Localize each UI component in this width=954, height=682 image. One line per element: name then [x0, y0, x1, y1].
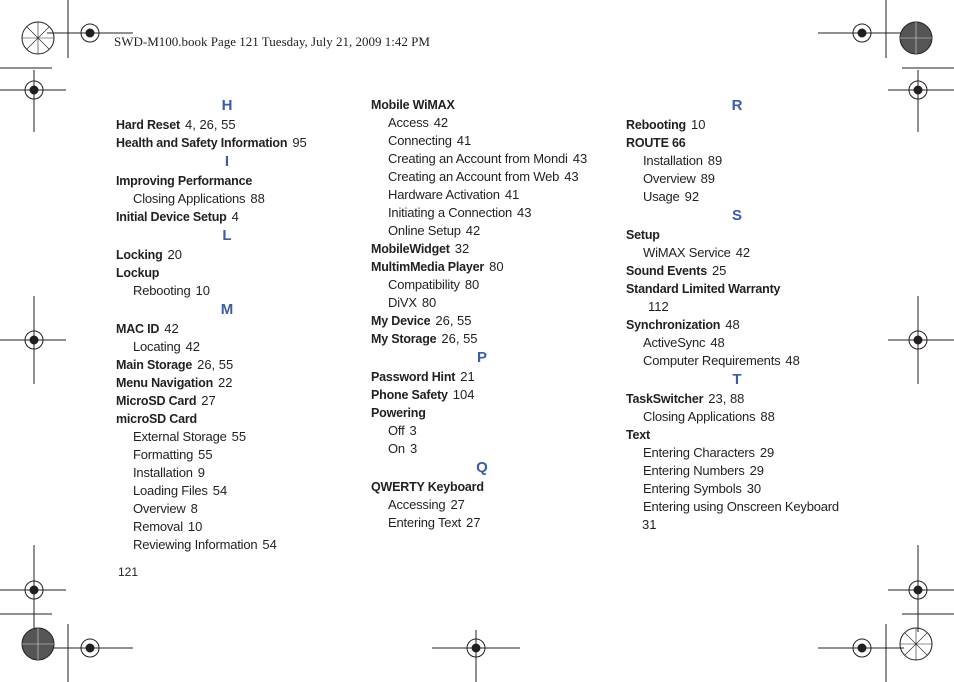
index-term: TaskSwitcher [626, 392, 704, 406]
index-subentry [371, 294, 616, 312]
index-page-refs: 48 [785, 353, 800, 368]
index-term: Installation [643, 153, 703, 168]
index-term: Creating an Account from Web [388, 169, 560, 184]
index-page-refs: 8 [190, 501, 198, 516]
index-term: Access [388, 115, 429, 130]
index-subentry [626, 408, 871, 426]
index-page-refs: 27 [466, 515, 481, 530]
index-page-continuation: 31 [642, 517, 657, 532]
index-page-refs: 26, 55 [197, 357, 234, 372]
index-term: Closing Applications [643, 409, 756, 424]
index-page-refs: 3 [409, 441, 418, 456]
index-term: Online Setup [388, 223, 461, 238]
index-page-continuation: 112 [648, 299, 669, 314]
index-term: External Storage [133, 429, 227, 444]
index-subentry [626, 462, 871, 480]
index-subentry [371, 496, 616, 514]
index-page-refs: 41 [504, 187, 520, 202]
index-term: MobileWidget [371, 242, 450, 256]
index-column-3 [626, 96, 871, 534]
index-term: Mobile WiMAX [371, 98, 455, 112]
index-page-refs: 43 [517, 205, 532, 220]
index-subentry [626, 444, 871, 462]
index-page-refs: 20 [167, 247, 182, 262]
index-term: Health and Safety Information [116, 136, 288, 150]
index-entry [371, 330, 616, 348]
index-term: Formatting [133, 447, 194, 462]
index-page-refs: 48 [710, 335, 725, 350]
index-entry [371, 478, 616, 496]
index-subentry [371, 168, 616, 186]
index-page-refs: 54 [212, 483, 228, 498]
index-page-refs: 89 [700, 171, 716, 186]
index-subentry [626, 170, 871, 188]
index-column-2 [371, 96, 616, 532]
index-term: Installation [133, 465, 193, 480]
index-subentry [116, 190, 361, 208]
index-letter-heading: L [222, 227, 232, 244]
index-letter-heading: Q [476, 459, 488, 476]
index-subentry [371, 132, 616, 150]
index-subentry [371, 422, 616, 440]
index-letter-heading: S [731, 207, 742, 224]
index-term: Initial Device Setup [116, 210, 227, 224]
index-letter-heading: M [220, 301, 234, 318]
index-term: microSD Card [116, 412, 197, 426]
index-subentry [626, 244, 871, 262]
index-page-refs: 3 [409, 423, 417, 438]
index-entry [371, 368, 616, 386]
index-page-refs: 22 [218, 375, 233, 390]
index-subentry [116, 282, 361, 300]
index-subentry [116, 536, 361, 554]
index-entry [116, 392, 361, 410]
index-page-refs: 25 [711, 263, 727, 278]
index-page-refs: 42 [185, 339, 201, 354]
index-subentry [116, 500, 361, 518]
index-term: Connecting [388, 133, 452, 148]
index-page-refs: 42 [465, 223, 481, 238]
index-subentry [626, 334, 871, 352]
index-entry [116, 116, 361, 134]
index-letter-heading: P [476, 349, 487, 366]
index-entry [116, 374, 361, 392]
index-page-refs: 26, 55 [441, 331, 478, 346]
index-page-refs: 29 [749, 463, 765, 478]
index-term: ROUTE 66 [626, 136, 686, 150]
index-entry [626, 226, 871, 244]
index-term: Rebooting [626, 118, 686, 132]
index-letter-heading: T [732, 371, 742, 388]
index-subentry [116, 428, 361, 446]
index-letter-heading: H [221, 97, 233, 114]
index-subentry [371, 186, 616, 204]
index-subentry [371, 514, 616, 532]
index-term: On [388, 441, 405, 456]
index-subentry [116, 464, 361, 482]
index-page-refs: 80 [464, 277, 480, 292]
index-page-refs: 26, 55 [435, 313, 472, 328]
index-term: Phone Safety [371, 388, 448, 402]
index-term: Entering Numbers [643, 463, 745, 478]
index-subentry [371, 204, 616, 222]
index-page-refs: 104 [452, 387, 475, 402]
index-term: QWERTY Keyboard [371, 480, 484, 494]
print-header: SWD-M100.book Page 121 Tuesday, July 21, 2009 1:42 PM [114, 34, 430, 49]
index-page-refs: 95 [292, 135, 307, 150]
index-entry [116, 208, 361, 226]
index-page-refs: 55 [231, 429, 247, 444]
index-term: Usage [643, 189, 680, 204]
index-subentry [626, 480, 871, 498]
index-page-refs: 32 [454, 241, 470, 256]
index-subentry [371, 276, 616, 294]
index-subentry [371, 440, 616, 458]
index-term: My Storage [371, 332, 437, 346]
index-term: Entering Text [388, 515, 462, 530]
index-entry [116, 134, 361, 152]
index-term: MAC ID [116, 322, 160, 336]
index-subentry [116, 446, 361, 464]
index-letter-heading: R [731, 97, 743, 114]
index-page-refs: 10 [195, 283, 210, 298]
index-entry [116, 172, 361, 190]
index-page-refs: 23, 88 [708, 391, 745, 406]
index-entry [116, 410, 361, 428]
index-term: Password Hint [371, 370, 456, 384]
index-entry [371, 96, 616, 114]
index-term: Sound Events [626, 264, 707, 278]
index-term: Lockup [116, 266, 160, 280]
index-term: MultimMedia Player [371, 260, 485, 274]
index-entry [371, 240, 616, 258]
index-entry [371, 386, 616, 404]
index-page-refs: 55 [198, 447, 213, 462]
index-term: Loading Files [133, 483, 208, 498]
index-page-refs: 10 [691, 117, 706, 132]
index-term: Overview [643, 171, 696, 186]
index-page-refs: 42 [164, 321, 179, 336]
index-term: Powering [371, 406, 426, 420]
index-subentry [626, 188, 871, 206]
index-page-refs: 27 [201, 393, 216, 408]
index-term: Menu Navigation [116, 376, 214, 390]
index-page-refs: 27 [450, 497, 465, 512]
index-term: Closing Applications [133, 191, 246, 206]
index-page-refs: 80 [489, 259, 504, 274]
index-page-refs: 4, 26, 55 [185, 117, 236, 132]
index-term: Initiating a Connection [388, 205, 513, 220]
index-subentry [116, 338, 361, 356]
index-term: Locating [133, 339, 181, 354]
index-entry [116, 356, 361, 374]
index-page-refs: 42 [433, 115, 449, 130]
index-term: Entering Characters [643, 445, 755, 460]
index-entry [116, 264, 361, 282]
index-term: Overview [133, 501, 186, 516]
index-term: My Device [371, 314, 431, 328]
index-term: Rebooting [133, 283, 191, 298]
index-subentry [371, 150, 616, 168]
index-entry [371, 404, 616, 422]
index-page-refs: 92 [684, 189, 700, 204]
index-page-refs: 89 [707, 153, 723, 168]
index-term: Off [388, 423, 405, 438]
index-entry [116, 246, 361, 264]
index-column-1 [116, 96, 361, 554]
index-term: Main Storage [116, 358, 193, 372]
index-term: Removal [133, 519, 183, 534]
index-page-refs: 41 [456, 133, 472, 148]
index-entry [371, 312, 616, 330]
index-page-refs: 10 [187, 519, 203, 534]
index-entry [626, 134, 871, 152]
index-page-refs: 43 [564, 169, 579, 184]
index-page-refs: 88 [760, 409, 775, 424]
index-term: Creating an Account from Mondi [388, 151, 568, 166]
index-term: Accessing [388, 497, 446, 512]
index-page-refs: 48 [725, 317, 740, 332]
index-term: Improving Performance [116, 174, 253, 188]
index-entry [371, 258, 616, 276]
index-term: Standard Limited Warranty [626, 282, 781, 296]
index-entry [626, 316, 871, 334]
index-term: Synchronization [626, 318, 721, 332]
index-page-refs: 29 [759, 445, 775, 460]
index-page-refs: 43 [572, 151, 588, 166]
index-term: Locking [116, 248, 163, 262]
index-entry [626, 116, 871, 134]
index-page-refs: 54 [262, 537, 277, 552]
index-subentry [626, 498, 871, 516]
index-term: Reviewing Information [133, 537, 258, 552]
index-page-refs: 80 [421, 295, 437, 310]
index-subentry [626, 352, 871, 370]
index-term: DiVX [388, 295, 417, 310]
index-entry [116, 320, 361, 338]
index-subentry [116, 518, 361, 536]
index-subentry [116, 482, 361, 500]
index-term: Entering Symbols [643, 481, 742, 496]
index-entry [626, 426, 871, 444]
page-number: 121 [118, 565, 139, 579]
index-term: Hardware Activation [388, 187, 500, 202]
index-term: Compatibility [388, 277, 460, 292]
index-page-refs: 30 [746, 481, 762, 496]
index-term: Setup [626, 228, 660, 242]
index-term: Text [626, 428, 650, 442]
index-page-refs: 21 [460, 369, 475, 384]
index-page-refs: 88 [250, 191, 265, 206]
index-entry [626, 280, 871, 298]
index-term: WiMAX Service [643, 245, 731, 260]
index-page-refs: 9 [197, 465, 205, 480]
index-letter-heading: I [224, 153, 230, 170]
index-term: ActiveSync [643, 335, 706, 350]
index-entry [626, 262, 871, 280]
index-entry [626, 390, 871, 408]
index-term: Entering using Onscreen Keyboard [643, 499, 839, 514]
index-term: Hard Reset [116, 118, 180, 132]
index-term: MicroSD Card [116, 394, 197, 408]
index-page-refs: 42 [735, 245, 751, 260]
index-subentry [626, 152, 871, 170]
index-subentry [371, 114, 616, 132]
index-page-refs: 4 [231, 209, 239, 224]
index-subentry [371, 222, 616, 240]
index-term: Computer Requirements [643, 353, 781, 368]
